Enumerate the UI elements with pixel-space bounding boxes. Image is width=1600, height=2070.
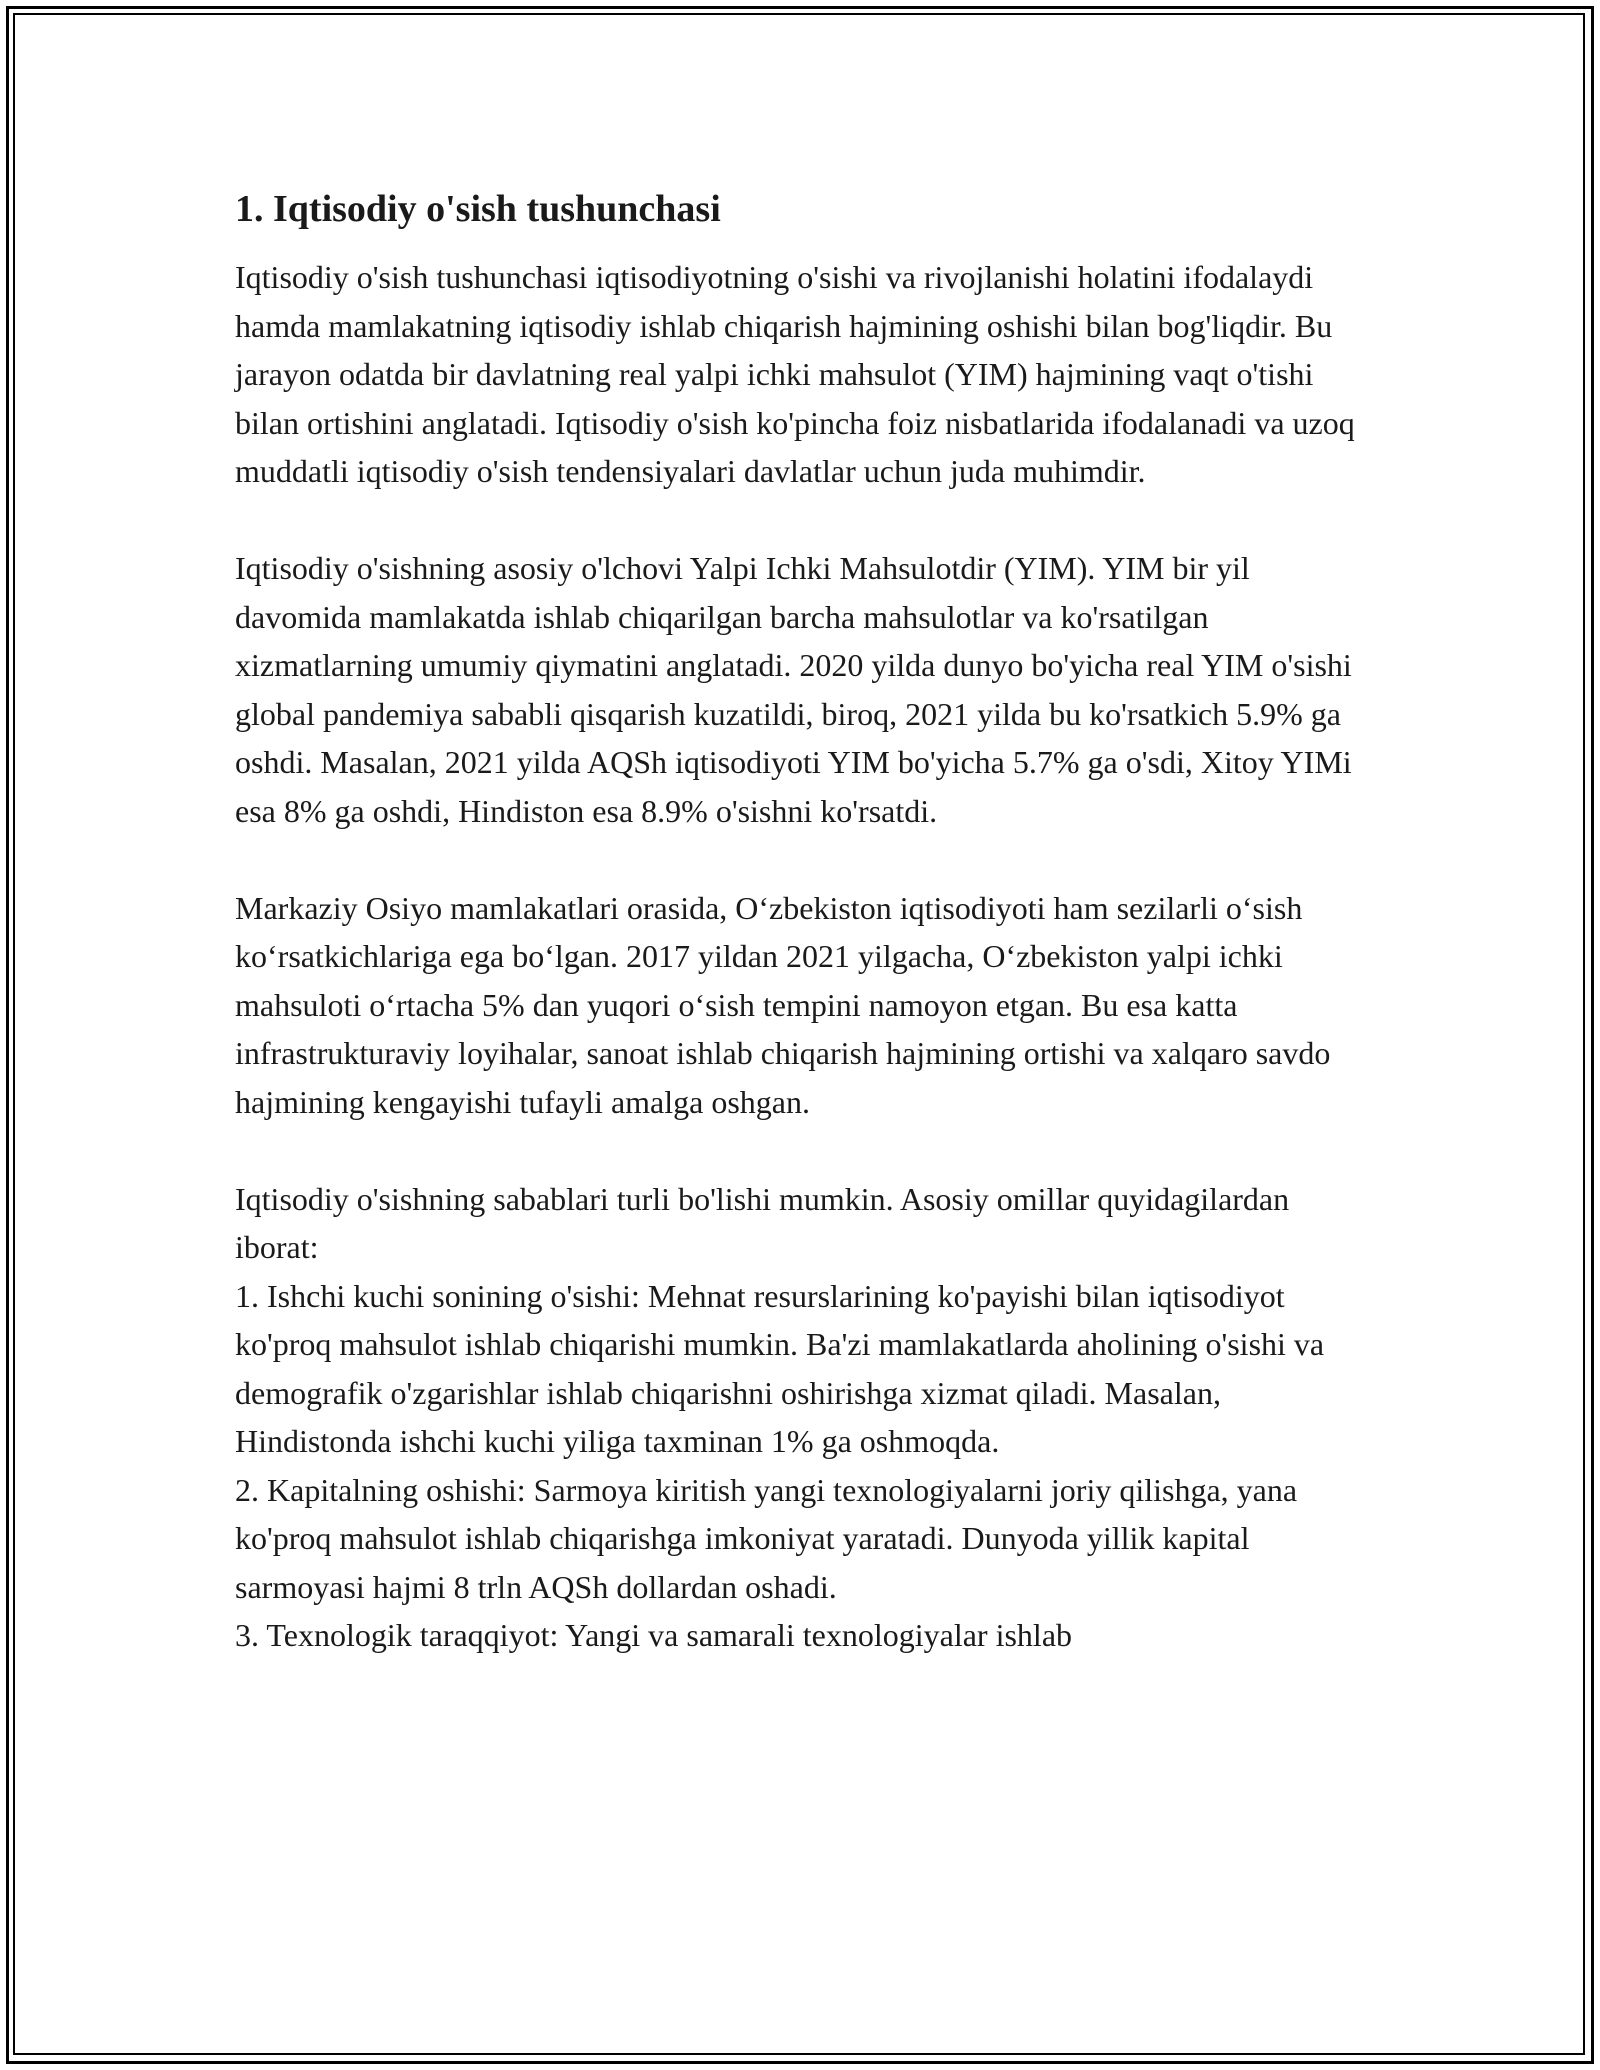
- list-item-labor: 1. Ishchi kuchi sonining o'sishi: Mehnat resurslarining ko'payishi bilan iqtisodiyot ko'proq mahsulot ishlab chiqarishi mumkin. Ba'zi mamlakatlarda aholining o'sishi va demografik o'zgarishlar ishlab chiqarishni oshirishga xizmat qiladi. Masalan, Hindistonda ishchi kuchi yiliga taxminan 1% ga oshmoqda.: [235, 1277, 1325, 1459]
- paragraph-gdp: Iqtisodiy o'sishning asosiy o'lchovi Yalpi Ichki Mahsulotdir (YIM). YIM bir yil davomida mamlakatda ishlab chiqarilgan barcha mahsulotlar va ko'rsatilgan xizmatlarning umumiy qiymatini anglatadi. 2020 yilda dunyo bo'yicha real YIM o'sishi global pandemiya sababli qisqarish kuzatildi, biroq, 2021 yilda bu ko'rsatkich 5.9% ga oshdi. Masalan, 2021 yilda AQSh iqtisodiyoti YIM bo'yicha 5.7% ga o'sdi, Xitoy YIMi esa 8% ga oshdi, Hindiston esa 8.9% o'sishni ko'rsatdi.: [235, 550, 1352, 829]
- list-intro: Iqtisodiy o'sishning sabablari turli bo'lishi mumkin. Asosiy omillar quyidagilardan iborat:: [235, 1180, 1290, 1265]
- list-item-capital: 2. Kapitalning oshishi: Sarmoya kiritish yangi texnologiyalarni joriy qilishga, yana ko'proq mahsulot ishlab chiqarishga imkoniyat yaratadi. Dunyoda yillik kapital sarmoyasi hajmi 8 trln AQSh dollardan oshadi.: [235, 1471, 1298, 1605]
- section-heading: 1. Iqtisodiy o'sish tushunchasi: [235, 188, 721, 230]
- paragraph-definition: Iqtisodiy o'sish tushunchasi iqtisodiyotning o'sishi va rivojlanishi holatini ifodalaydi hamda mamlakatning iqtisodiy ishlab chiqarish hajmining oshishi bilan bog'liqdir. Bu jarayon odatda bir davlatning real yalpi ichki mahsulot (YIM) hajmining vaqt o'tishi bilan ortishini anglatadi. Iqtisodiy o'sish ko'pincha foiz nisbatlarida ifodalanadi va uzoq muddatli iqtisodiy o'sish tendensiyalari davlatlar uchun juda muhimdir.: [235, 259, 1355, 489]
- list-item-technology: 3. Texnologik taraqqiyot: Yangi va samarali texnologiyalar ishlab: [235, 1617, 1073, 1653]
- growth-factors-list: [235, 1175, 1375, 1660]
- document-body: [235, 185, 1375, 1660]
- paragraph-central-asia: Markaziy Osiyo mamlakatlari orasida, O‘zbekiston iqtisodiyoti ham sezilarli o‘sish ko‘rsatkichlariga ega bo‘lgan. 2017 yildan 2021 yilgacha, O‘zbekiston yalpi ichki mahsuloti o‘rtacha 5% dan yuqori o‘sish tempini namoyon etgan. Bu esa katta infrastrukturaviy loyihalar, sanoat ishlab chiqarish hajmining ortishi va xalqaro savdo hajmining kengayishi tufayli amalga oshgan.: [235, 889, 1331, 1120]
